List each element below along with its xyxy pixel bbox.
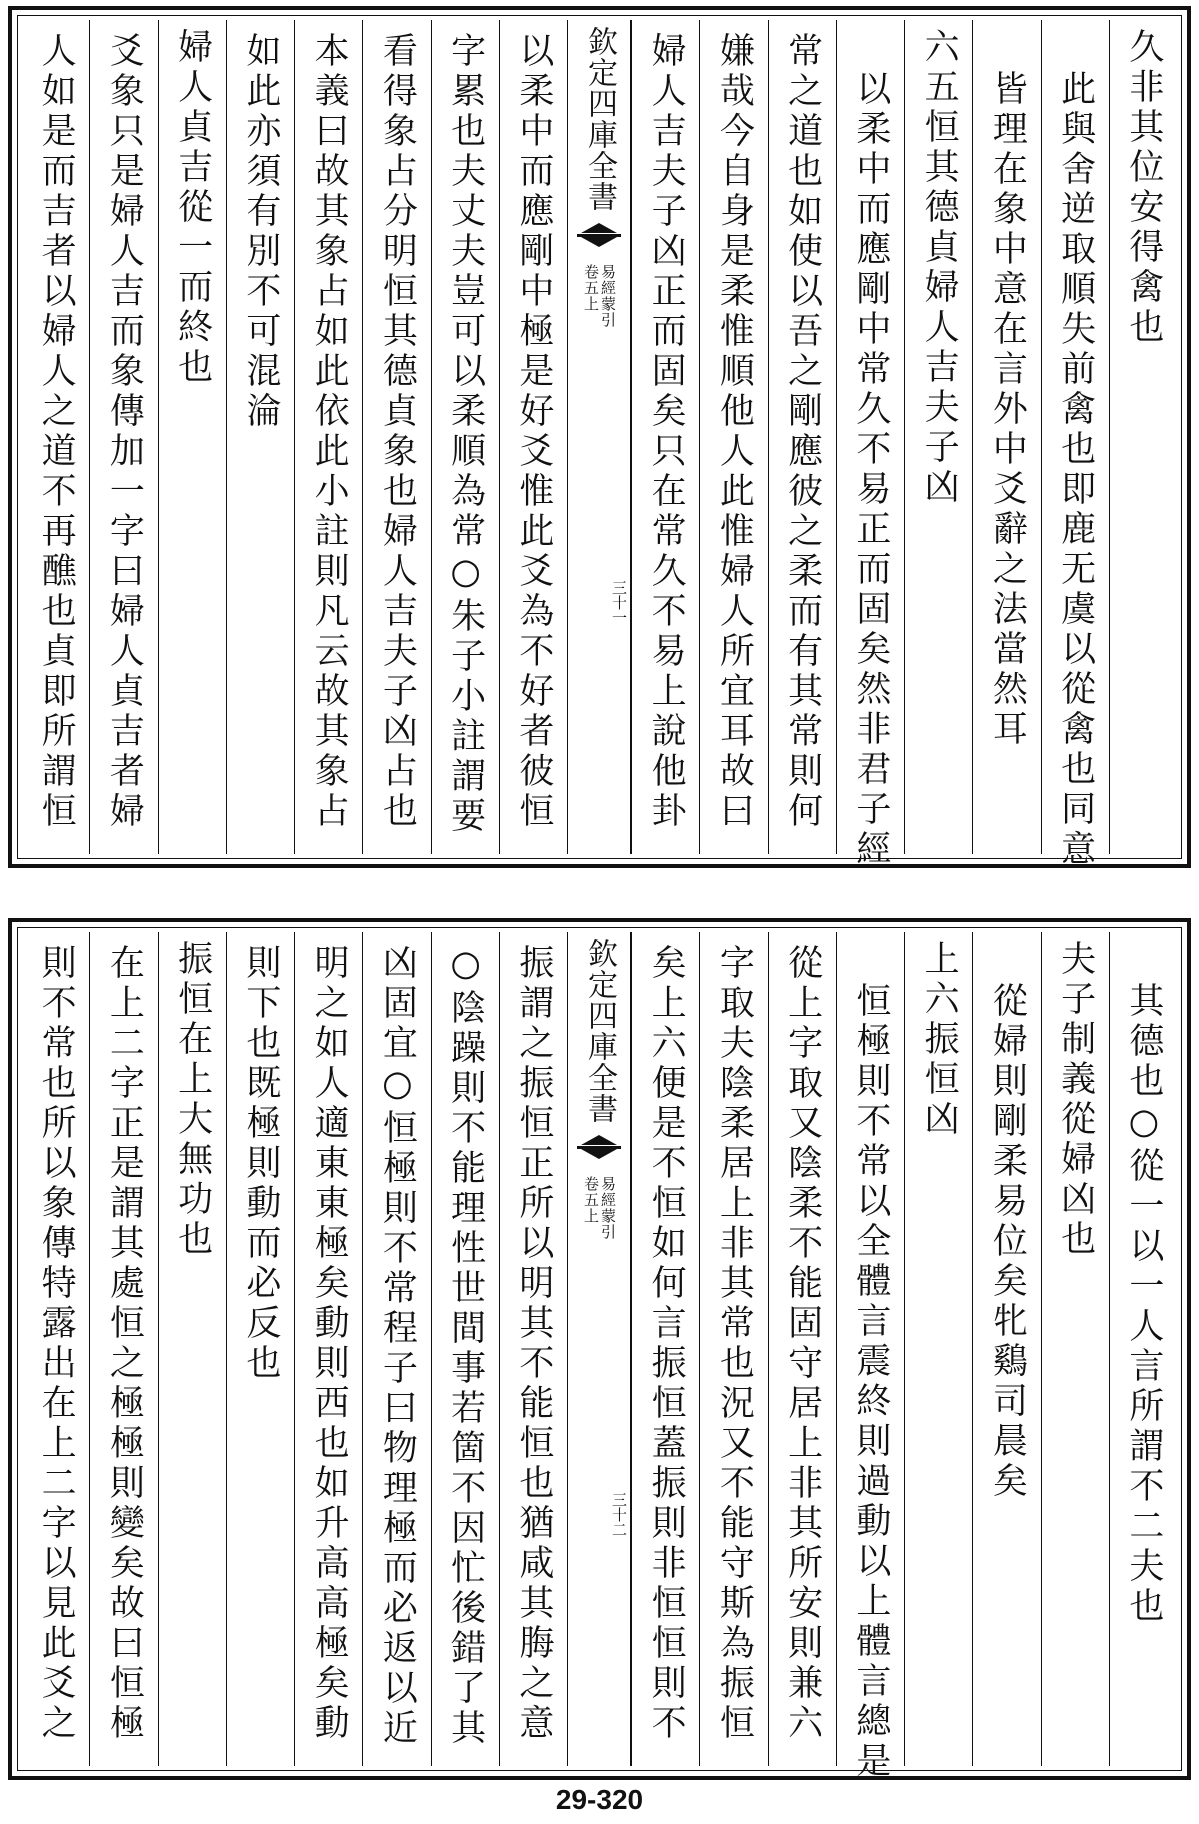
banner-book: 易經蒙引 [599, 264, 617, 328]
text-column [431, 932, 499, 1766]
text-column [699, 932, 767, 1766]
text-column [362, 20, 430, 854]
text-column [89, 20, 157, 854]
text-column [22, 20, 89, 854]
column-text: 明之如人適東東極矣動則西也如升高高極矣動 [309, 944, 350, 1744]
text-column [836, 20, 904, 870]
column-text: 婦人貞吉從一而終也 [172, 28, 213, 388]
column-text: 振恒在上大無功也 [172, 940, 213, 1260]
text-column [1041, 20, 1109, 870]
folio-number: 三十一 [610, 580, 628, 625]
banner-volume: 卷五上 [582, 1176, 600, 1224]
column-text: 矣上六便是不恒如何言振恒蓋振則非恒恒則不 [646, 944, 687, 1744]
column-text: 人如是而吉者以婦人之道不再醮也貞即所謂恒 [36, 32, 77, 832]
banner-title: 欽定四庫全書 [582, 938, 617, 1124]
fish-tail-ornament-icon [577, 1132, 621, 1162]
lower-page [8, 918, 1191, 1780]
text-column [1109, 932, 1177, 1766]
center-banner [567, 932, 631, 1766]
column-text: 從上字取又陰柔不能固守居上非其所安則兼六 [782, 944, 823, 1744]
text-column [1109, 20, 1177, 854]
upper-page [8, 6, 1191, 868]
banner-title: 欽定四庫全書 [582, 26, 617, 212]
text-column [972, 20, 1040, 854]
text-column [499, 20, 567, 854]
column-text: ○陰躁則不能理性世間事若箇不因忙後錯了其 [445, 944, 486, 1749]
text-column [499, 932, 567, 1766]
text-column [158, 932, 226, 1766]
text-column [631, 20, 699, 854]
upper-page-columns [22, 20, 1177, 870]
text-column [226, 20, 294, 854]
text-column [89, 932, 157, 1766]
text-column [972, 932, 1040, 1766]
column-text: 字取夫陰柔居上非其常也況又不能守斯為振恒 [714, 944, 755, 1744]
lower-page-columns [22, 932, 1177, 1782]
text-column [294, 20, 362, 854]
column-text: 則不常也所以象傳特露出在上二字以見此爻之 [36, 944, 77, 1744]
column-text: 其德也○從一以一人言所謂不二夫也 [1123, 982, 1164, 1627]
column-text: 看得象占分明恒其德貞象也婦人吉夫子凶占也 [377, 32, 418, 832]
column-text: 上六振恒凶 [919, 940, 960, 1140]
text-column [904, 932, 972, 1766]
banner-subtitle [583, 1176, 615, 1240]
text-column [158, 20, 226, 854]
column-text: 此與舍逆取順失前禽也即鹿无虞以從禽也同意 [1055, 70, 1096, 870]
fish-tail-ornament-icon [577, 220, 621, 250]
column-text: 在上二字正是謂其處恒之極極則變矣故曰恒極 [104, 944, 145, 1744]
column-text: 恒極則不常以全體言震終則過動以上體言總是 [850, 982, 891, 1782]
column-text: 以柔中而應剛中極是好爻惟此爻為不好者彼恒 [513, 32, 554, 832]
text-column [768, 932, 836, 1766]
banner-book: 易經蒙引 [599, 1176, 617, 1240]
text-column [631, 932, 699, 1766]
column-text: 本義曰故其象占如此依此小註則凡云故其象占 [309, 32, 350, 832]
text-column [836, 932, 904, 1782]
folio-number: 三十二 [610, 1492, 628, 1537]
column-text: 以柔中而應剛中常久不易正而固矣然非君子經 [850, 70, 891, 870]
column-text: 婦人吉夫子凶正而固矣只在常久不易上說他卦 [646, 32, 687, 832]
column-text: 六五恒其德貞婦人吉夫子凶 [919, 28, 960, 508]
banner-volume: 卷五上 [582, 264, 600, 312]
text-column [226, 932, 294, 1766]
text-column [362, 932, 430, 1766]
text-column [1041, 932, 1109, 1766]
text-column [904, 20, 972, 854]
column-text: 爻象只是婦人吉而象傳加一字曰婦人貞吉者婦 [104, 32, 145, 832]
banner-subtitle [583, 264, 615, 328]
column-text: 則下也既極則動而必反也 [240, 944, 281, 1384]
column-text: 夫子制義從婦凶也 [1055, 940, 1096, 1260]
column-text: 皆理在象中意在言外中爻辭之法當然耳 [987, 70, 1028, 750]
text-column [294, 932, 362, 1766]
column-text: 字累也夫丈夫豈可以柔順為常○朱子小註謂要 [445, 32, 486, 837]
column-text: 凶固宜○恒極則不常程子曰物理極而必返以近 [377, 944, 418, 1749]
text-column [431, 20, 499, 854]
column-text: 常之道也如使以吾之剛應彼之柔而有其常則何 [782, 32, 823, 832]
column-text: 嫌哉今自身是柔惟順他人此惟婦人所宜耳故曰 [714, 32, 755, 832]
column-text: 久非其位安得禽也 [1123, 28, 1164, 348]
text-column [768, 20, 836, 854]
page-number: 29-320 [555, 1784, 644, 1815]
column-text: 振謂之振恒正所以明其不能恒也猶咸其脢之意 [513, 944, 554, 1744]
text-column [699, 20, 767, 854]
center-banner [567, 20, 631, 854]
column-text: 如此亦須有別不可混淪 [240, 32, 281, 432]
column-text: 從婦則剛柔易位矣牝鷄司晨矣 [987, 982, 1028, 1502]
text-column [22, 932, 89, 1766]
